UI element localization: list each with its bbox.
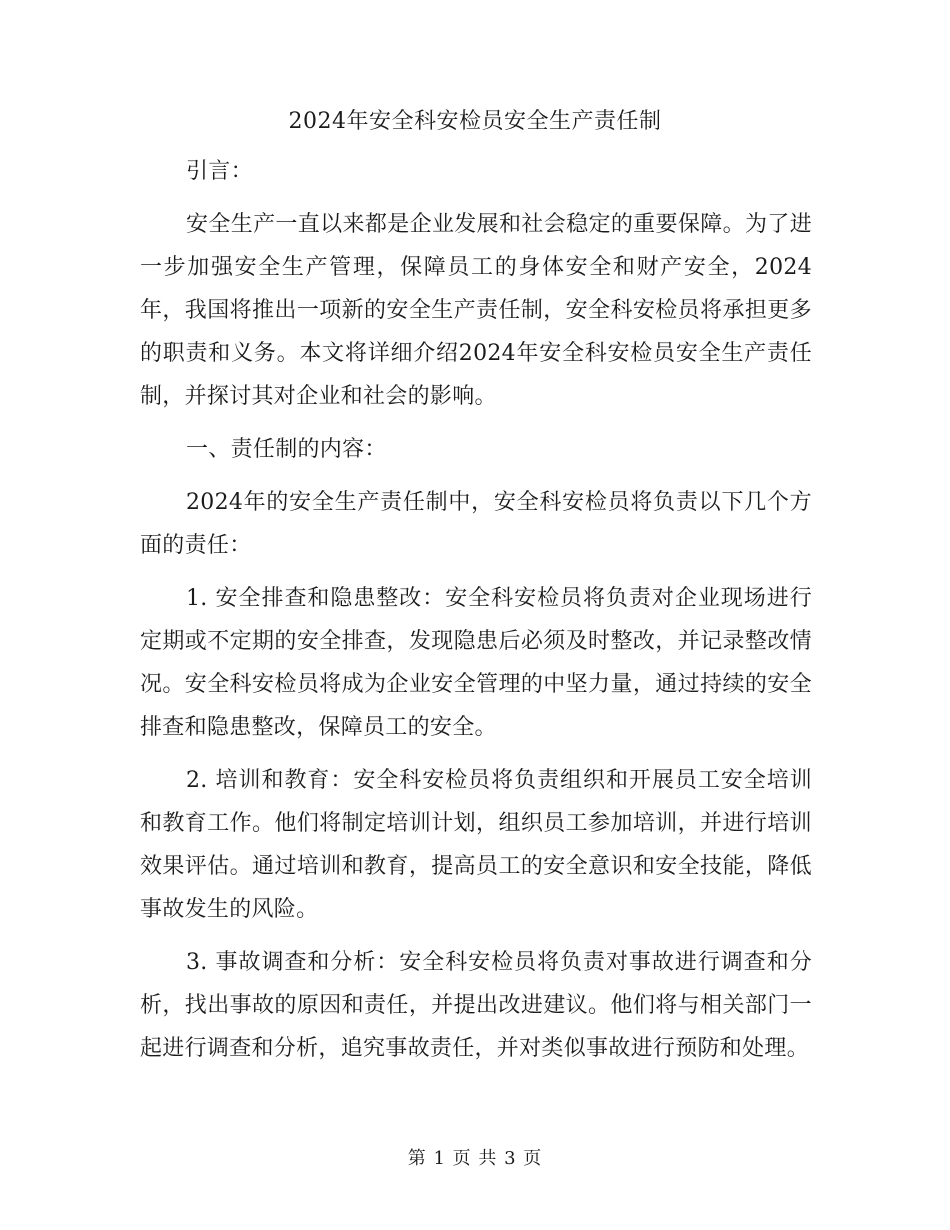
paragraph-item-1: 1. 安全排查和隐患整改：安全科安检员将负责对企业现场进行定期或不定期的安全排查，发现隐患后必须及时整改，并记录整改情况。安全科安检员将成为企业安全管理的中坚力量，通过持续的安全排查和隐患整改，保障员工的安全。 (140, 586, 812, 740)
document-body (140, 150, 812, 1080)
paragraph-intro-heading: 引言： (186, 159, 253, 184)
page-footer: 第 1 页 共 3 页 (407, 1148, 543, 1169)
paragraph-item-3: 3. 事故调查和分析：安全科安检员将负责对事故进行调查和分析，找出事故的原因和责任，并提出改进建议。他们将与相关部门一起进行调查和分析，追究事故责任，并对类似事故进行预防和处理。 (140, 950, 812, 1061)
paragraph-intro: 安全生产一直以来都是企业发展和社会稳定的重要保障。为了进一步加强安全生产管理，保障员工的身体安全和财产安全，2024年，我国将推出一项新的安全生产责任制，安全科安检员将承担更多的职责和义务。本文将详细介绍2024年安全科安检员安全生产责任制，并探讨其对企业和社会的影响。 (140, 212, 812, 409)
paragraph-section-heading: 一、责任制的内容： (186, 437, 387, 462)
document-title: 2024年安全科安检员安全生产责任制 (288, 109, 662, 134)
paragraph-section-intro: 2024年的安全生产责任制中，安全科安检员将负责以下几个方面的责任： (140, 490, 812, 558)
paragraph-item-2: 2. 培训和教育：安全科安检员将负责组织和开展员工安全培训和教育工作。他们将制定培训计划，组织员工参加培训，并进行培训效果评估。通过培训和教育，提高员工的安全意识和安全技能，降低事故发生的风险。 (140, 768, 812, 922)
